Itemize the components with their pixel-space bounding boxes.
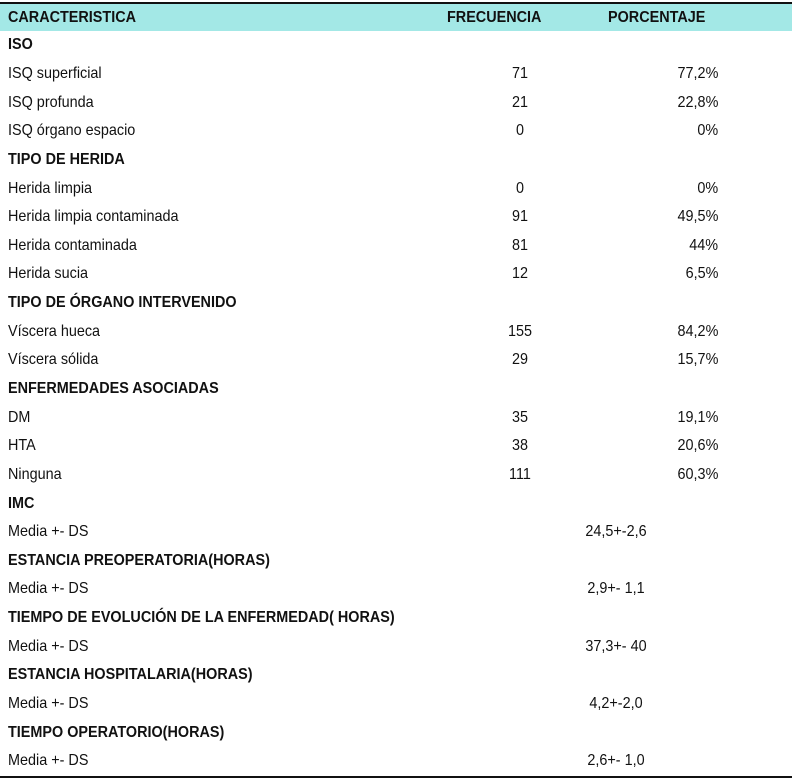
row-label: ISQ órgano espacio <box>8 122 136 140</box>
section-label: TIEMPO DE EVOLUCIÓN DE LA ENFERMEDAD( HORAS) <box>8 609 395 627</box>
mean-sd-value: 37,3+- 40 <box>585 637 647 655</box>
percentage-value: 84,2% <box>677 322 718 340</box>
table-row <box>0 117 792 146</box>
frequency-value: 81 <box>511 236 529 254</box>
table-row <box>0 632 792 661</box>
table-row <box>0 203 792 232</box>
row-label: Víscera hueca <box>8 322 101 340</box>
table-row <box>0 575 792 604</box>
table-row <box>0 60 792 89</box>
header-frequency: FRECUENCIA <box>447 9 542 26</box>
row-label: Media +- DS <box>8 580 89 598</box>
row-label: Media +- DS <box>8 523 89 541</box>
section-header-row <box>0 661 792 690</box>
row-label: Víscera sólida <box>8 351 99 369</box>
frequency-value: 71 <box>511 64 529 82</box>
table-row <box>0 317 792 346</box>
section-header-row <box>0 289 792 318</box>
section-label: TIPO DE ÓRGANO INTERVENIDO <box>8 294 237 312</box>
table-row <box>0 88 792 117</box>
mean-sd-value: 4,2+-2,0 <box>589 695 643 713</box>
table-row <box>0 260 792 289</box>
table-row <box>0 690 792 719</box>
table-row <box>0 747 792 776</box>
mean-sd-value: 24,5+-2,6 <box>585 523 647 541</box>
frequency-value: 12 <box>511 265 529 283</box>
row-label: Media +- DS <box>8 695 89 713</box>
characteristics-table <box>0 2 792 778</box>
table-header <box>0 4 792 31</box>
table-row <box>0 518 792 547</box>
percentage-value: 60,3% <box>677 465 718 483</box>
row-label: DM <box>8 408 31 426</box>
row-label: Herida contaminada <box>8 236 137 254</box>
table-row <box>0 432 792 461</box>
section-label: ESTANCIA HOSPITALARIA(HORAS) <box>8 666 253 684</box>
section-header-row <box>0 31 792 60</box>
section-label: ENFERMEDADES ASOCIADAS <box>8 380 219 397</box>
row-label: ISQ superficial <box>8 64 102 82</box>
frequency-value: 21 <box>511 93 529 111</box>
row-label: Herida sucia <box>8 265 89 283</box>
frequency-value: 155 <box>507 322 533 340</box>
mean-sd-value: 2,6+- 1,0 <box>587 752 645 770</box>
percentage-value: 0% <box>697 179 718 197</box>
row-label: ISQ profunda <box>8 93 94 111</box>
table-row <box>0 403 792 432</box>
percentage-value: 44% <box>689 236 718 254</box>
row-label: Herida limpia <box>8 179 93 197</box>
mean-sd-value: 2,9+- 1,1 <box>587 580 645 598</box>
table-row <box>0 231 792 260</box>
section-header-row <box>0 489 792 518</box>
section-header-row <box>0 547 792 576</box>
frequency-value: 91 <box>511 208 529 226</box>
section-header-row <box>0 375 792 404</box>
percentage-value: 6,5% <box>685 265 718 283</box>
frequency-value: 35 <box>511 408 529 426</box>
table-row <box>0 461 792 490</box>
section-header-row <box>0 604 792 633</box>
percentage-value: 77,2% <box>677 64 718 82</box>
section-header-row <box>0 718 792 747</box>
percentage-value: 49,5% <box>677 208 718 226</box>
row-label: Media +- DS <box>8 637 89 655</box>
row-label: Herida limpia contaminada <box>8 208 179 226</box>
section-label: ISO <box>8 36 33 54</box>
section-label: TIPO DE HERIDA <box>8 150 125 168</box>
section-label: ESTANCIA PREOPERATORIA(HORAS) <box>8 551 270 569</box>
frequency-value: 38 <box>511 437 529 455</box>
section-header-row <box>0 146 792 175</box>
percentage-value: 15,7% <box>677 351 718 369</box>
row-label: HTA <box>8 437 36 455</box>
header-percentage: PORCENTAJE <box>608 9 706 26</box>
section-label: TIEMPO OPERATORIO(HORAS) <box>8 723 225 741</box>
percentage-value: 20,6% <box>677 437 718 455</box>
percentage-value: 19,1% <box>677 408 718 426</box>
table-row <box>0 174 792 203</box>
frequency-value: 29 <box>511 351 529 369</box>
row-label: Media +- DS <box>8 752 89 770</box>
percentage-value: 22,8% <box>677 93 718 111</box>
frequency-value: 111 <box>509 465 531 483</box>
section-label: IMC <box>8 494 35 512</box>
table-body <box>0 31 792 776</box>
table-row <box>0 346 792 375</box>
header-characteristic: CARACTERISTICA <box>8 9 136 26</box>
frequency-value: 0 <box>515 179 525 197</box>
row-label: Ninguna <box>8 465 62 483</box>
percentage-value: 0% <box>697 122 718 140</box>
frequency-value: 0 <box>515 122 525 140</box>
